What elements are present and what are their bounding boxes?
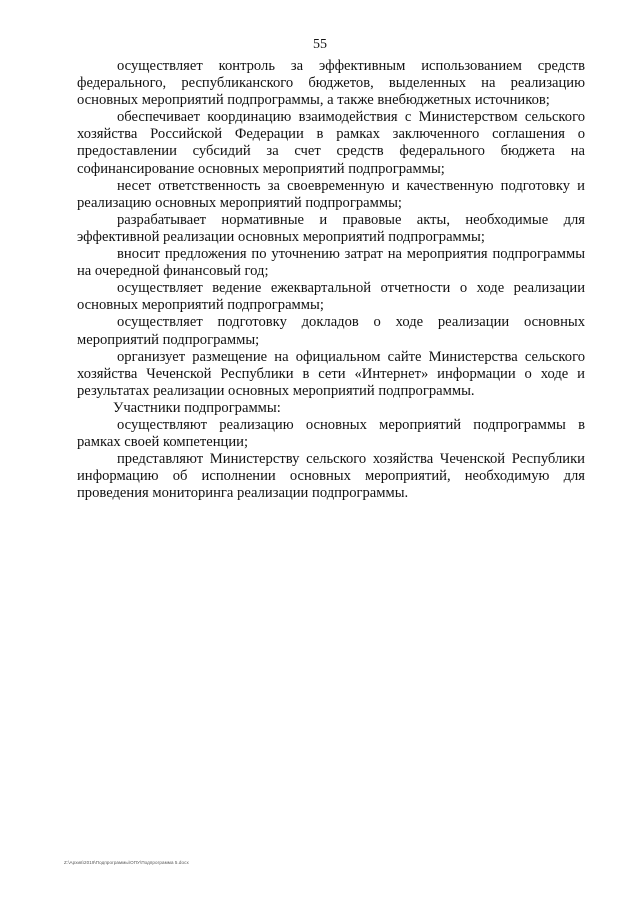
body-paragraph: осуществляет контроль за эффективным использованием средств федерального, республиканского бюджетов, выделенных на реализацию основных мероприятий подпрограммы, а также внебюджетных источников; bbox=[77, 58, 585, 109]
body-paragraph: осуществляет ведение ежеквартальной отчетности о ходе реализации основных мероприятий подпрограммы; bbox=[77, 280, 585, 314]
participants-paragraph: представляют Министерству сельского хозяйства Чеченской Республики информацию об исполнении основных мероприятий, необходимую для проведения мониторинга реализации подпрограммы. bbox=[77, 451, 585, 502]
body-paragraph: обеспечивает координацию взаимодействия с Министерством сельского хозяйства Российской Федерации в рамках заключенного соглашения о предоставлении субсидий за счет средств федерального бюджета на софинансирование основных мероприятий подпрограммы; bbox=[77, 109, 585, 177]
participants-heading: Участники подпрограммы: bbox=[113, 399, 281, 416]
body-paragraph: несет ответственность за своевременную и качественную подготовку и реализацию основных мероприятий подпрограммы; bbox=[77, 177, 585, 211]
body-paragraph: вносит предложения по уточнению затрат на мероприятия подпрограммы на очередной финансовый год; bbox=[77, 246, 585, 280]
footer-file-path: Z:\Архив\2019\Подпрограммы\ОПУ\Подпрограмма 5.docx bbox=[64, 860, 189, 865]
page-number: 55 bbox=[313, 37, 327, 52]
body-paragraph: организует размещение на официальном сайте Министерства сельского хозяйства Чеченской Республики в сети «Интернет» информации о ходе и результатах реализации основных мероприятий подпрограммы. bbox=[77, 348, 585, 399]
document-body bbox=[77, 58, 585, 502]
participants-paragraph: осуществляют реализацию основных мероприятий подпрограммы в рамках своей компетенции; bbox=[77, 416, 585, 451]
body-paragraph: разрабатывает нормативные и правовые акты, необходимые для эффективной реализации основных мероприятий подпрограммы; bbox=[77, 211, 585, 245]
body-paragraph: осуществляет подготовку докладов о ходе реализации основных мероприятий подпрограммы; bbox=[77, 314, 585, 348]
